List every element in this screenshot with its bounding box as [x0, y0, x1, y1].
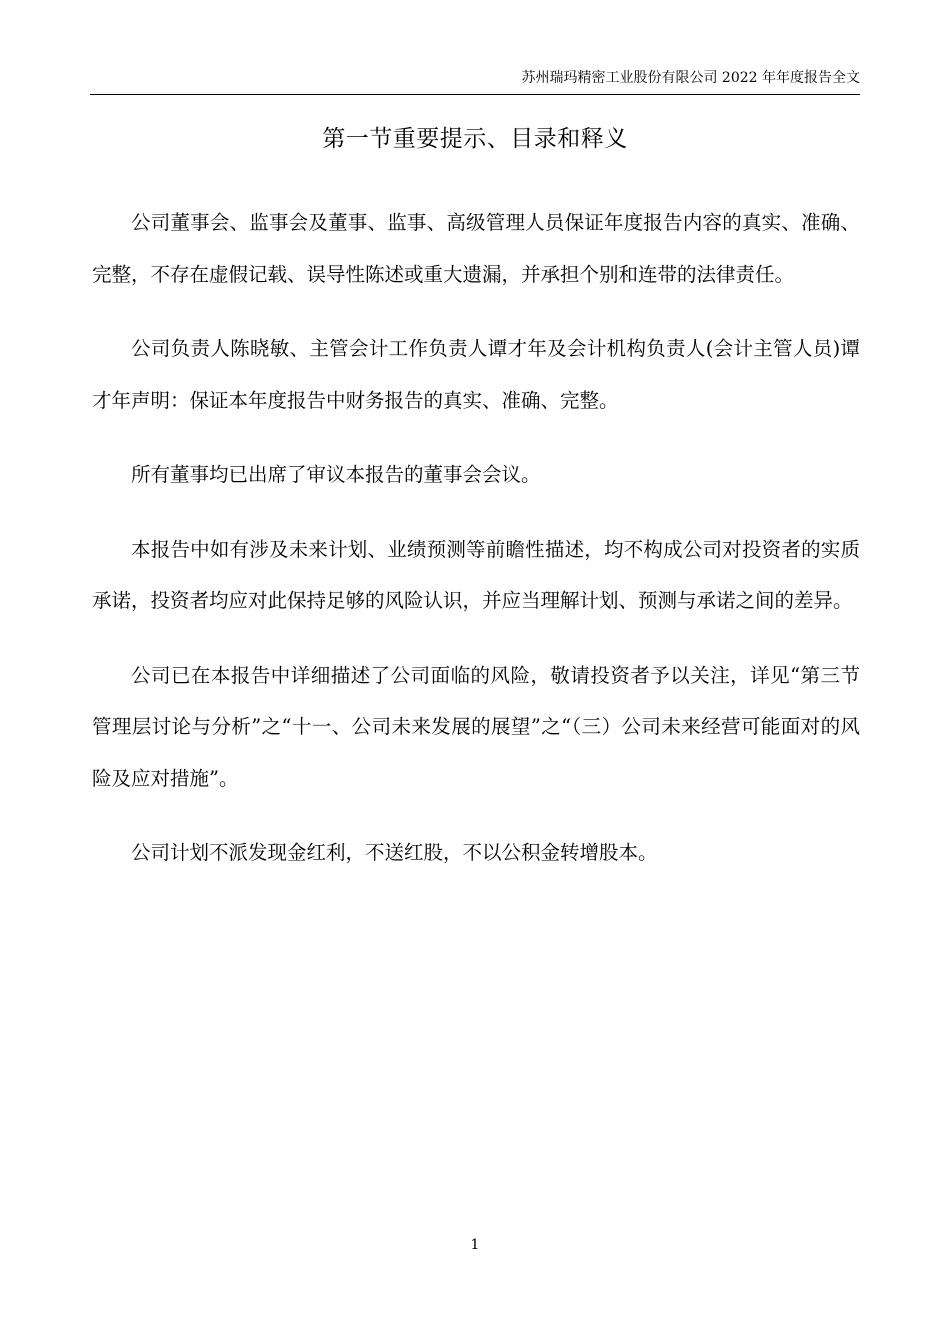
- paragraph-board-attendance: 所有董事均已出席了审议本报告的董事会会议。: [131, 463, 541, 486]
- section-title: 第一节重要提示、目录和释义: [322, 126, 628, 152]
- paragraph-forward-looking: 本报告中如有涉及未来计划、业绩预测等前瞻性描述，均不构成公司对投资者的实质承诺，投资者均应对此保持足够的风险认识，并应当理解计划、预测与承诺之间的差异。: [92, 537, 860, 612]
- page-number: 1: [470, 1237, 480, 1253]
- running-header-text: 苏州瑞玛精密工业股份有限公司 2022 年年度报告全文: [521, 70, 860, 86]
- paragraph-financial-declaration: 公司负责人陈晓敏、主管会计工作负责人谭才年及会计机构负责人(会计主管人员)谭才年声明：保证本年度报告中财务报告的真实、准确、完整。: [92, 337, 860, 412]
- paragraph-dividend-plan: 公司计划不派发现金红利，不送红股，不以公积金转增股本。: [131, 841, 658, 864]
- paragraph-responsibility-statement: 公司董事会、监事会及董事、监事、高级管理人员保证年度报告内容的真实、准确、完整，不存在虚假记载、误导性陈述或重大遗漏，并承担个别和连带的法律责任。: [92, 211, 860, 286]
- paragraph-risk-notice: 公司已在本报告中详细描述了公司面临的风险，敬请投资者予以关注，详见“第三节管理层讨论与分析”之“十一、公司未来发展的展望”之“（三）公司未来经营可能面对的风险及应对措施”。: [92, 663, 860, 790]
- running-header: [90, 68, 860, 95]
- important-notice-body: [92, 197, 860, 902]
